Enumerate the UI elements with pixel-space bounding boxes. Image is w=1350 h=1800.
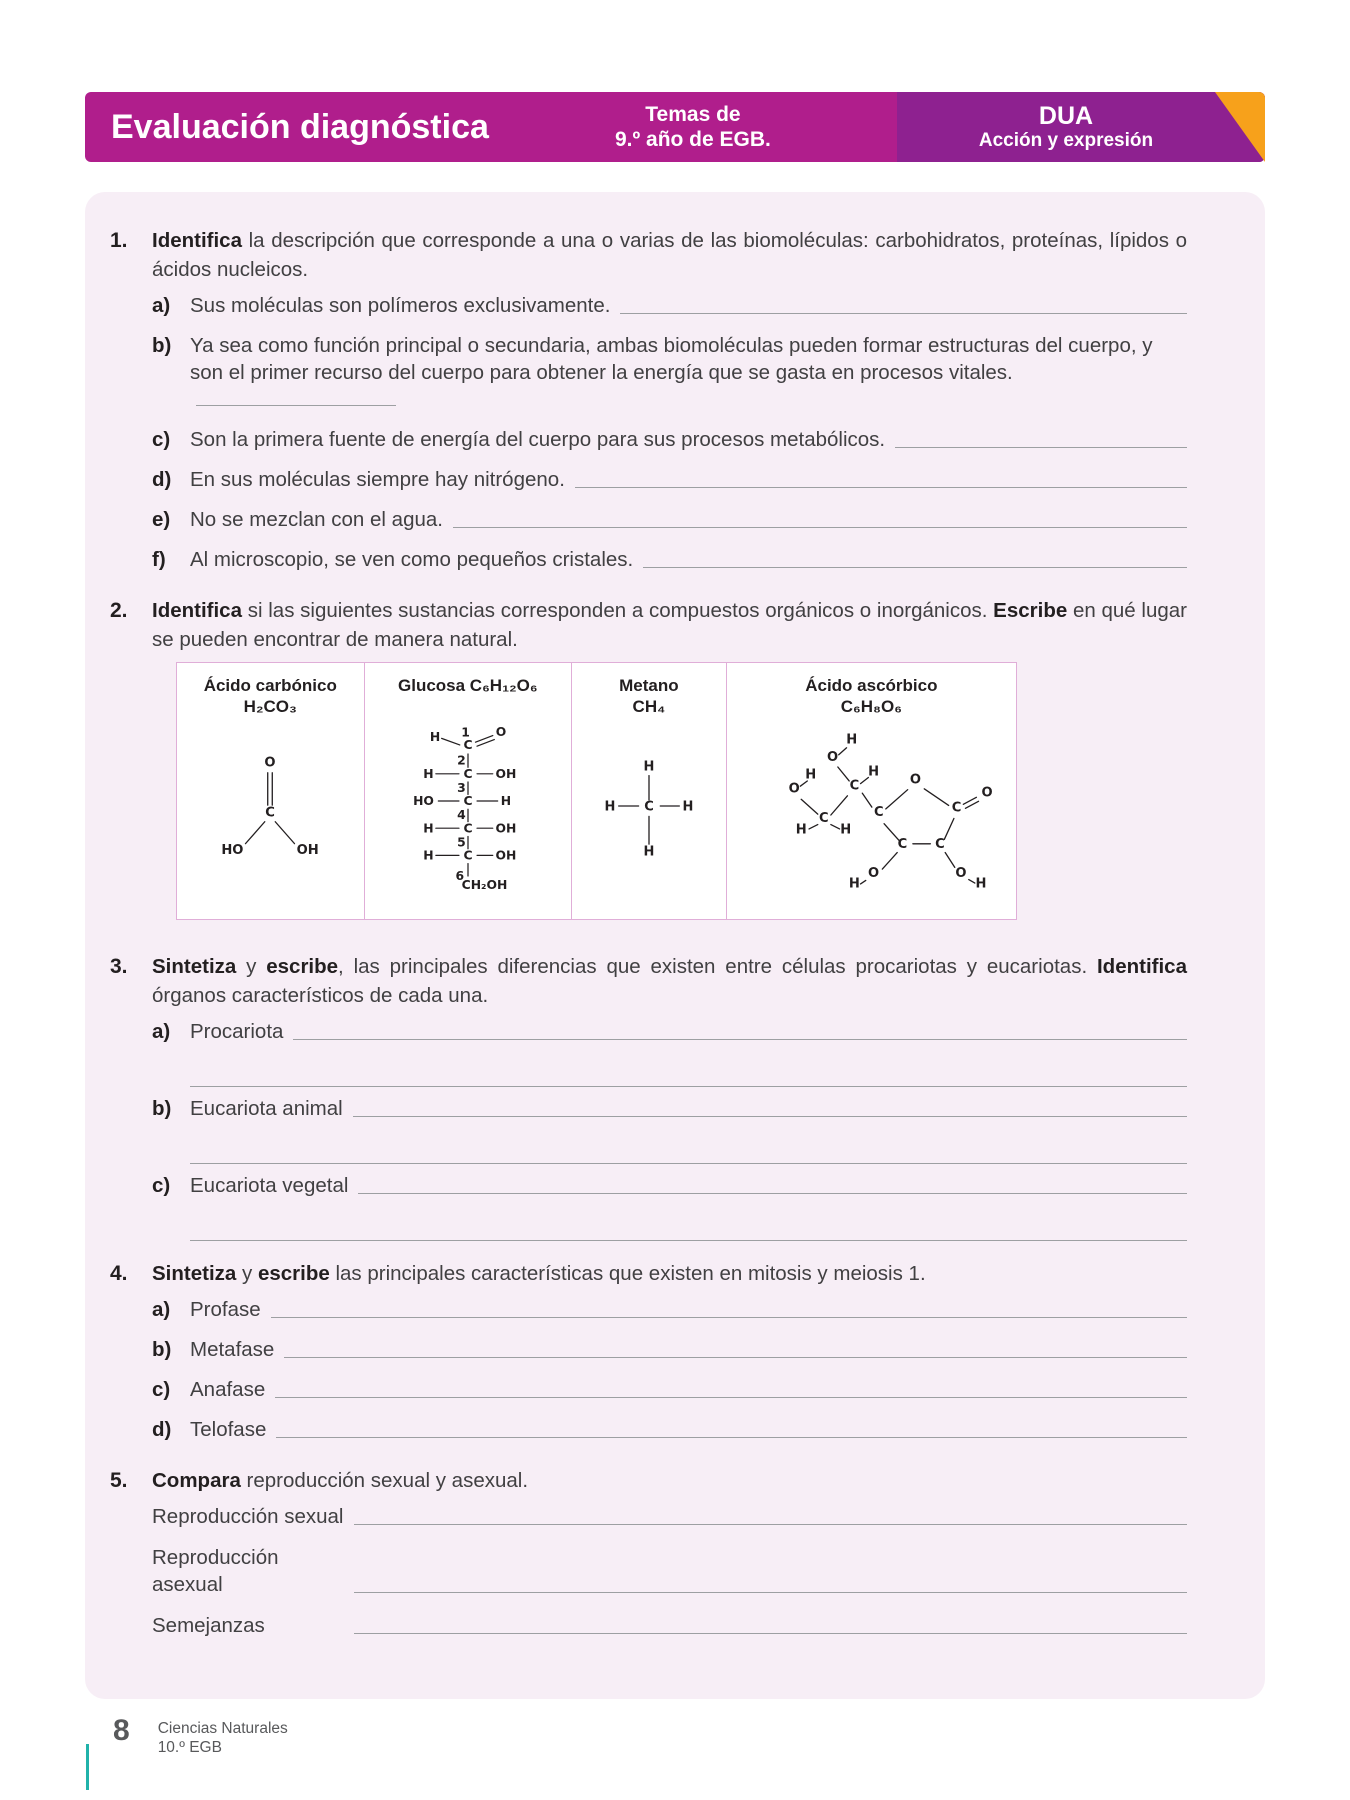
dua-title: DUA <box>1038 102 1094 130</box>
svg-text:CH₂OH: CH₂OH <box>461 878 508 893</box>
svg-text:H: H <box>868 764 880 780</box>
answer-line <box>620 313 1187 314</box>
svg-text:H: H <box>805 767 817 783</box>
answer-line <box>275 1397 1187 1398</box>
question-item-b <box>152 332 1187 413</box>
svg-text:H: H <box>849 876 861 892</box>
svg-text:H: H <box>682 799 694 815</box>
svg-text:O: O <box>868 865 880 881</box>
answer-line <box>358 1193 1187 1194</box>
substance-name: Metano <box>619 676 679 695</box>
item-text: Eucariota animal <box>190 1097 343 1120</box>
svg-text:C: C <box>935 837 946 853</box>
compare-row-sexual <box>152 1503 1187 1530</box>
svg-text:C: C <box>644 799 654 815</box>
question-item-f <box>152 546 1187 573</box>
answer-line <box>293 1039 1187 1040</box>
item-letter: a) <box>152 1298 171 1321</box>
item-letter: b) <box>152 1097 172 1120</box>
question-number: 3. <box>110 955 128 978</box>
item-text: Eucariota vegetal <box>190 1174 349 1197</box>
item-letter: d) <box>152 1418 172 1441</box>
svg-text:5: 5 <box>456 835 466 850</box>
svg-text:H: H <box>500 794 511 809</box>
question-4 <box>110 1259 1187 1456</box>
svg-text:C: C <box>463 738 473 753</box>
answer-line <box>354 1524 1187 1525</box>
table-cell-acido-carbonico <box>177 663 365 919</box>
svg-text:C: C <box>265 805 276 821</box>
item-letter: c) <box>152 1378 171 1401</box>
svg-text:C: C <box>463 821 473 836</box>
svg-text:6: 6 <box>455 869 464 884</box>
answer-line <box>353 1116 1187 1117</box>
substance-name: Glucosa C₆H₁₂O₆ <box>398 676 538 695</box>
answer-line <box>190 1239 1187 1241</box>
footer-grade: 10.º EGB <box>157 1739 222 1756</box>
svg-text:H: H <box>643 759 655 775</box>
topic-line1: Temas de <box>645 103 741 126</box>
svg-text:C: C <box>463 794 473 809</box>
item-letter: e) <box>152 508 171 531</box>
item-text: Ya sea como función principal o secundaria, ambas biomoléculas pueden formar estructuras del cuerpo, y son el primer recurso del cuerpo para obtener la energía que se gasta en procesos vitales. <box>190 334 1153 384</box>
svg-text:H: H <box>423 848 434 863</box>
topic-line2: 9.º año de EGB. <box>615 128 771 151</box>
answer-line <box>354 1592 1187 1593</box>
footer-text <box>158 1716 288 1757</box>
answer-line <box>271 1317 1187 1318</box>
question-5 <box>110 1466 1187 1653</box>
answer-line <box>284 1357 1187 1358</box>
answer-line <box>276 1437 1187 1438</box>
svg-text:H: H <box>796 822 808 838</box>
answer-line <box>190 1085 1187 1087</box>
svg-text:OH: OH <box>296 843 319 859</box>
item-text: Telofase <box>190 1418 267 1441</box>
item-letter: c) <box>152 1174 171 1197</box>
svg-text:C: C <box>463 766 473 781</box>
item-text: En sus moléculas siempre hay nitrógeno. <box>190 468 565 491</box>
item-text: Metafase <box>190 1338 275 1361</box>
item-letter: b) <box>152 1338 172 1361</box>
chemical-structure-acido-carbonico <box>195 729 345 869</box>
item-text: Procariota <box>190 1020 284 1043</box>
question-item-c <box>152 1376 1187 1403</box>
svg-text:C: C <box>874 804 885 820</box>
answer-line <box>895 447 1187 448</box>
svg-text:O: O <box>955 865 967 881</box>
footer-subject: Ciencias Naturales <box>157 1720 288 1737</box>
item-letter: a) <box>152 1020 171 1043</box>
svg-text:H: H <box>423 766 434 781</box>
substance-name: Ácido ascórbico <box>805 676 938 695</box>
svg-text:O: O <box>827 749 839 765</box>
item-text: Sus moléculas son polímeros exclusivamente. <box>190 294 611 317</box>
item-text-wrap <box>190 332 1187 413</box>
item-text: Son la primera fuente de energía del cuerpo para sus procesos metabólicos. <box>190 428 886 451</box>
svg-text:O: O <box>495 724 507 739</box>
question-text: Compara reproducción sexual y asexual. <box>152 1469 529 1492</box>
row-label: Reproducción asexual <box>152 1546 279 1596</box>
dua-badge <box>897 92 1265 162</box>
substance-formula: CH₄ <box>632 697 666 716</box>
page-footer <box>113 1716 288 1757</box>
question-number: 4. <box>110 1262 128 1285</box>
svg-text:C: C <box>819 810 830 826</box>
answer-line <box>643 567 1187 568</box>
item-text: Profase <box>190 1298 261 1321</box>
svg-text:H: H <box>975 876 987 892</box>
question-item-e <box>152 506 1187 533</box>
row-label: Reproducción sexual <box>152 1505 344 1528</box>
question-item-a <box>152 292 1187 319</box>
svg-text:O: O <box>981 785 993 801</box>
item-letter: d) <box>152 468 172 491</box>
header-banner <box>85 92 1265 162</box>
question-item-b <box>152 1336 1187 1363</box>
item-letter: a) <box>152 294 171 317</box>
svg-text:O: O <box>264 755 276 771</box>
question-number: 2. <box>110 599 128 622</box>
question-number: 1. <box>110 229 128 252</box>
compare-row-semejanzas <box>152 1612 1187 1639</box>
answer-line <box>453 527 1187 528</box>
svg-text:OH: OH <box>495 848 517 863</box>
question-item-a <box>152 1018 1187 1045</box>
svg-text:1: 1 <box>461 725 470 740</box>
question-item-c <box>152 426 1187 453</box>
substance-formula: C₆H₈O₆ <box>840 697 902 716</box>
svg-text:H: H <box>429 729 441 744</box>
svg-text:HO: HO <box>412 794 434 809</box>
row-label: Semejanzas <box>152 1614 265 1637</box>
answer-line <box>575 487 1187 488</box>
item-text: No se mezclan con el agua. <box>190 508 443 531</box>
item-letter: b) <box>152 334 172 357</box>
item-letter: c) <box>152 428 171 451</box>
svg-text:H: H <box>423 821 434 836</box>
answer-line <box>354 1633 1187 1634</box>
question-text: Sintetiza y escribe, las principales diferencias que existen entre células procariotas y eucariotas. Identifica órganos característicos de cada una. <box>152 955 1187 1007</box>
svg-text:C: C <box>849 778 860 794</box>
question-text: Identifica la descripción que corresponde a una o varias de las biomoléculas: carbohidratos, proteínas, lípidos o ácidos nucleicos. <box>152 229 1187 281</box>
svg-text:H: H <box>840 822 852 838</box>
question-item-c <box>152 1172 1187 1199</box>
item-text: Anafase <box>190 1378 266 1401</box>
svg-text:O: O <box>788 781 801 797</box>
question-2 <box>110 596 1187 942</box>
svg-text:C: C <box>463 848 473 863</box>
svg-text:H: H <box>643 844 655 860</box>
question-number: 5. <box>110 1469 128 1492</box>
table-cell-metano <box>572 663 727 919</box>
svg-text:C: C <box>952 800 962 816</box>
substance-formula: H₂CO₃ <box>243 697 297 716</box>
chemical-structure-metano <box>584 741 714 871</box>
svg-text:H: H <box>604 799 616 815</box>
teal-edge-decoration <box>86 1744 89 1790</box>
svg-text:4: 4 <box>456 808 466 823</box>
question-item-b <box>152 1095 1187 1122</box>
answer-line <box>190 1162 1187 1164</box>
question-text: Identifica si las siguientes sustancias corresponden a compuestos orgánicos o inorgánicos. Escribe en qué lugar se pueden encontrar de manera natural. <box>152 599 1187 651</box>
svg-text:O: O <box>910 772 922 788</box>
question-item-d <box>152 466 1187 493</box>
question-3 <box>110 952 1187 1249</box>
svg-text:C: C <box>897 837 908 853</box>
answer-line <box>196 403 396 406</box>
question-1 <box>110 226 1187 586</box>
table-cell-glucosa <box>365 663 573 919</box>
compare-row-asexual <box>152 1544 1187 1598</box>
substance-name: Ácido carbónico <box>203 676 337 695</box>
question-item-d <box>152 1416 1187 1443</box>
svg-text:H: H <box>846 732 858 748</box>
header-topic <box>489 102 897 152</box>
worksheet-body <box>85 192 1265 1699</box>
chemical-structure-glucosa <box>384 698 552 904</box>
svg-text:OH: OH <box>495 766 517 781</box>
item-letter: f) <box>152 548 166 571</box>
svg-text:HO: HO <box>221 843 244 859</box>
dua-subtitle: Acción y expresión <box>978 130 1154 151</box>
question-item-a <box>152 1296 1187 1323</box>
svg-text:3: 3 <box>456 780 466 795</box>
svg-text:OH: OH <box>495 821 517 836</box>
item-text: Al microscopio, se ven como pequeños cristales. <box>190 548 634 571</box>
question-text: Sintetiza y escribe las principales características que existen en mitosis y meiosis 1. <box>152 1262 926 1285</box>
page-title: Evaluación diagnóstica <box>111 107 489 146</box>
substances-table <box>176 662 1017 920</box>
chemical-structure-acido-ascorbico <box>735 719 1007 911</box>
page-number: 8 <box>113 1714 130 1747</box>
svg-text:2: 2 <box>456 753 466 768</box>
table-cell-acido-ascorbico <box>727 663 1016 919</box>
